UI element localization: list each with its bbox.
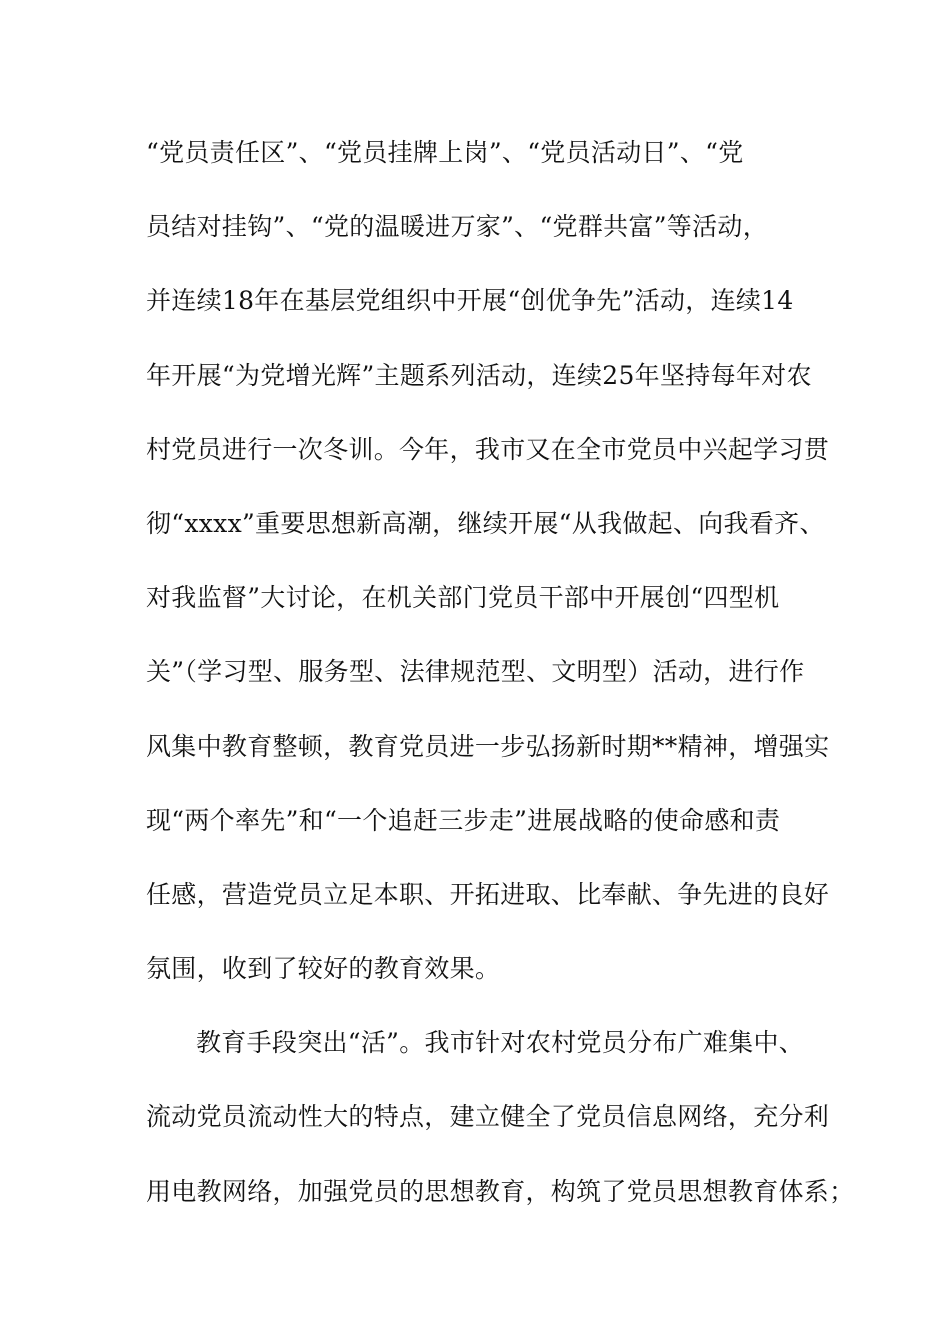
text-line: 氛围，收到了较好的教育效果。	[146, 954, 501, 984]
text-line: “党员责任区”、“党员挂牌上岗”、“党员活动日”、“党	[146, 138, 744, 167]
text-line: 风集中教育整顿，教育党员进一步弘扬新时期**精神，增强实	[146, 731, 830, 761]
text-line: 员结对挂钩”、“党的温暖进万家”、“党群共富”等活动，	[146, 212, 769, 242]
text-line: 流动党员流动性大的特点，建立健全了党员信息网络，充分利	[146, 1102, 830, 1132]
text-line: 年开展“为党增光辉”主题系列活动，连续25年坚持每年对农	[146, 360, 812, 390]
text-line: 村党员进行一次冬训。今年，我市又在全市党员中兴起学习贯	[146, 434, 830, 464]
text-line: 对我监督”大讨论，在机关部门党员干部中开展创“四型机	[146, 583, 780, 613]
text-line: 关”（学习型、服务型、法律规范型、文明型）活动，进行作	[146, 657, 805, 687]
text-line: 并连续18年在基层党组织中开展“创优争先”活动，连续14	[146, 286, 794, 316]
text-line: 彻“xxxx”重要思想新高潮，继续开展“从我做起、向我看齐、	[146, 508, 825, 538]
body-text	[146, 128, 855, 1241]
text-line: 现“两个率先”和“一个追赶三步走”进展战略的使命感和责	[146, 805, 781, 835]
text-line: 用电教网络，加强党员的思想教育，构筑了党员思想教育体系；	[146, 1176, 855, 1206]
paragraph-first-line: 教育手段突出“活”。我市针对农村党员分布广难集中、	[196, 1028, 805, 1058]
text-line: 任感，营造党员立足本职、开拓进取、比奉献、争先进的良好	[146, 879, 830, 909]
